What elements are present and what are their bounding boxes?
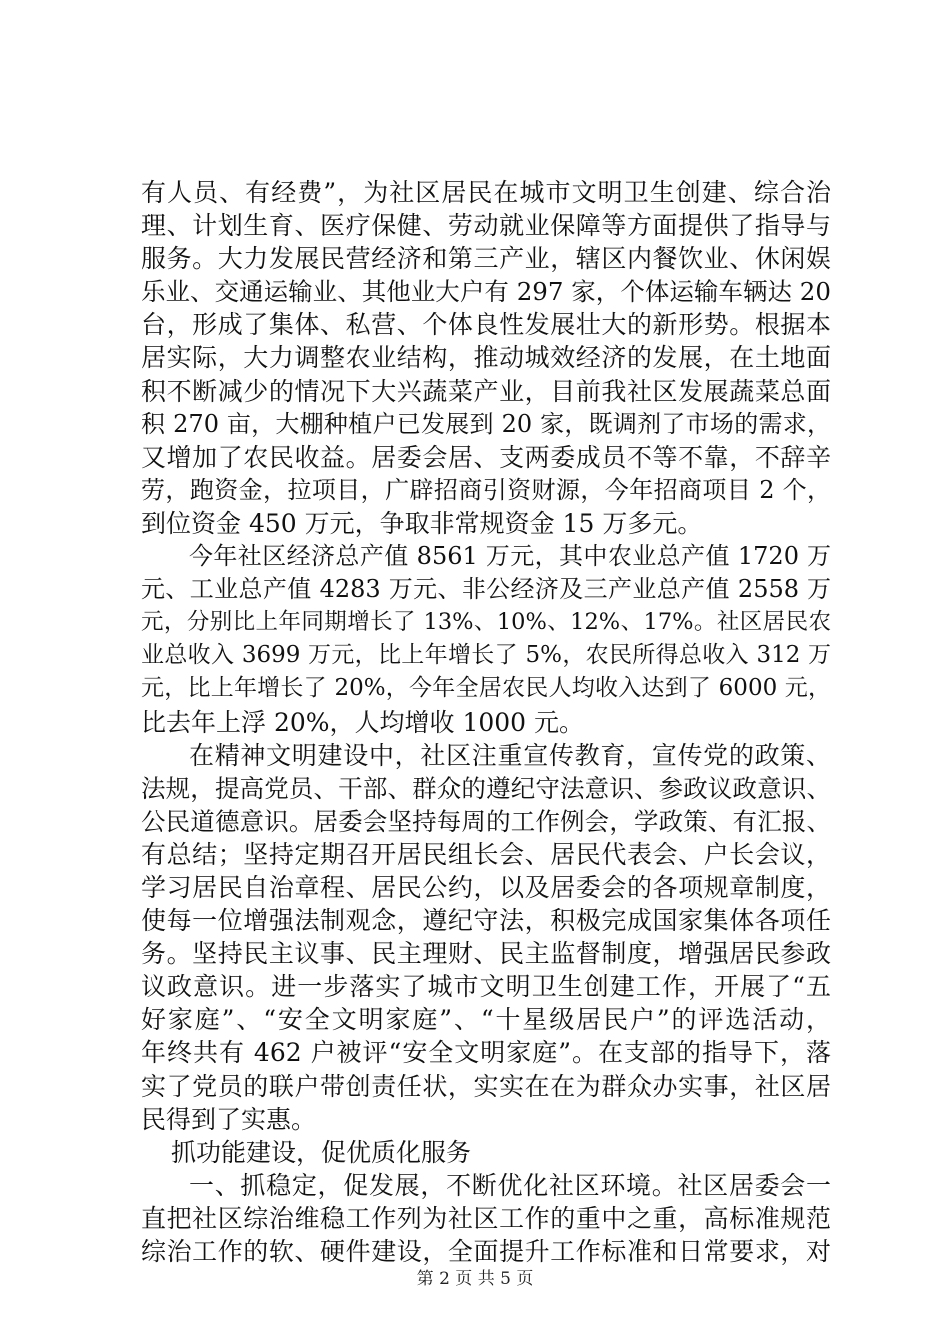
text-line: 居实际，大力调整农业结构，推动城效经济的发展，在土地面	[141, 343, 831, 373]
text-line: 好家庭”、“安全文明家庭”、“十星级居民户”的评选活动，	[141, 1005, 831, 1035]
text-line: 公民道德意识。居委会坚持每周的工作例会，学政策、有汇报、	[141, 806, 831, 836]
text-line: 元，比上年增长了 20%，今年全居农民人均收入达到了 6000 元，	[141, 675, 831, 702]
text-line: 今年社区经济总产值 8561 万元，其中农业总产值 1720 万	[189, 542, 831, 571]
text-line: 业总收入 3699 万元，比上年增长了 5%，农民所得总收入 312 万	[141, 642, 831, 669]
text-line: 元，分别比上年同期增长了 13%、10%、12%、17%。社区居民农	[141, 609, 831, 636]
text-line: 比去年上浮 20%，人均增收 1000 元。	[141, 707, 585, 737]
text-line: 又增加了农民收益。居委会居、支两委成员不等不靠，不辞辛	[141, 442, 831, 472]
text-line: 有人员、有经费”，为社区居民在城市文明卫生创建、综合治	[141, 178, 831, 207]
section-heading: 抓功能建设，促优质化服务	[171, 1137, 472, 1167]
text-line: 实了党员的联户带创责任状，实实在在为群众办实事，社区居	[141, 1071, 831, 1101]
text-line: 在精神文明建设中，社区注重宣传教育，宣传党的政策、	[189, 740, 831, 770]
page-footer: 第 2 页 共 5 页	[416, 1269, 534, 1289]
text-line: 学习居民自治章程、居民公约，以及居委会的各项规章制度，	[141, 872, 831, 902]
text-line: 务。坚持民主议事、民主理财、民主监督制度，增强居民参政	[141, 939, 831, 969]
document-body	[141, 176, 831, 1268]
text-line: 元、工业总产值 4283 万元、非公经济及三产业总产值 2558 万	[141, 575, 831, 604]
text-line: 有总结；坚持定期召开居民组长会、居民代表会、户长会议，	[141, 839, 831, 869]
text-line: 法规，提高党员、干部、群众的遵纪守法意识、参政议政意识、	[141, 773, 831, 803]
text-line: 服务。大力发展民营经济和第三产业，辖区内餐饮业、休闲娱	[141, 244, 831, 274]
text-line: 议政意识。进一步落实了城市文明卫生创建工作，开展了“五	[141, 972, 831, 1002]
text-line: 民得到了实惠。	[141, 1104, 317, 1134]
text-line: 积不断减少的情况下大兴蔬菜产业，目前我社区发展蔬菜总面	[141, 376, 831, 406]
text-line: 劳，跑资金，拉项目，广辟招商引资财源，今年招商项目 2 个，	[141, 475, 831, 504]
text-line: 台，形成了集体、私营、个体良性发展壮大的新形势。根据本	[141, 310, 831, 340]
text-line: 到位资金 450 万元，争取非常规资金 15 万多元。	[141, 508, 703, 538]
text-line: 一、抓稳定，促发展，不断优化社区环境。社区居委会一	[189, 1170, 831, 1200]
text-line: 理、计划生育、医疗保健、劳动就业保障等方面提供了指导与	[141, 211, 831, 241]
text-line: 积 270 亩，大棚种植户已发展到 20 家，既调剂了市场的需求，	[141, 409, 831, 438]
text-line: 直把社区综治维稳工作列为社区工作的重中之重，高标准规范	[141, 1203, 831, 1233]
text-line: 年终共有 462 户被评“安全文明家庭”。在支部的指导下，落	[141, 1038, 831, 1068]
text-line: 综治工作的软、硬件建设，全面提升工作标准和日常要求，对	[141, 1237, 831, 1266]
text-line: 使每一位增强法制观念，遵纪守法，积极完成国家集体各项任	[141, 906, 831, 936]
text-line: 乐业、交通运输业、其他业大户有 297 家，个体运输车辆达 20	[141, 277, 831, 307]
